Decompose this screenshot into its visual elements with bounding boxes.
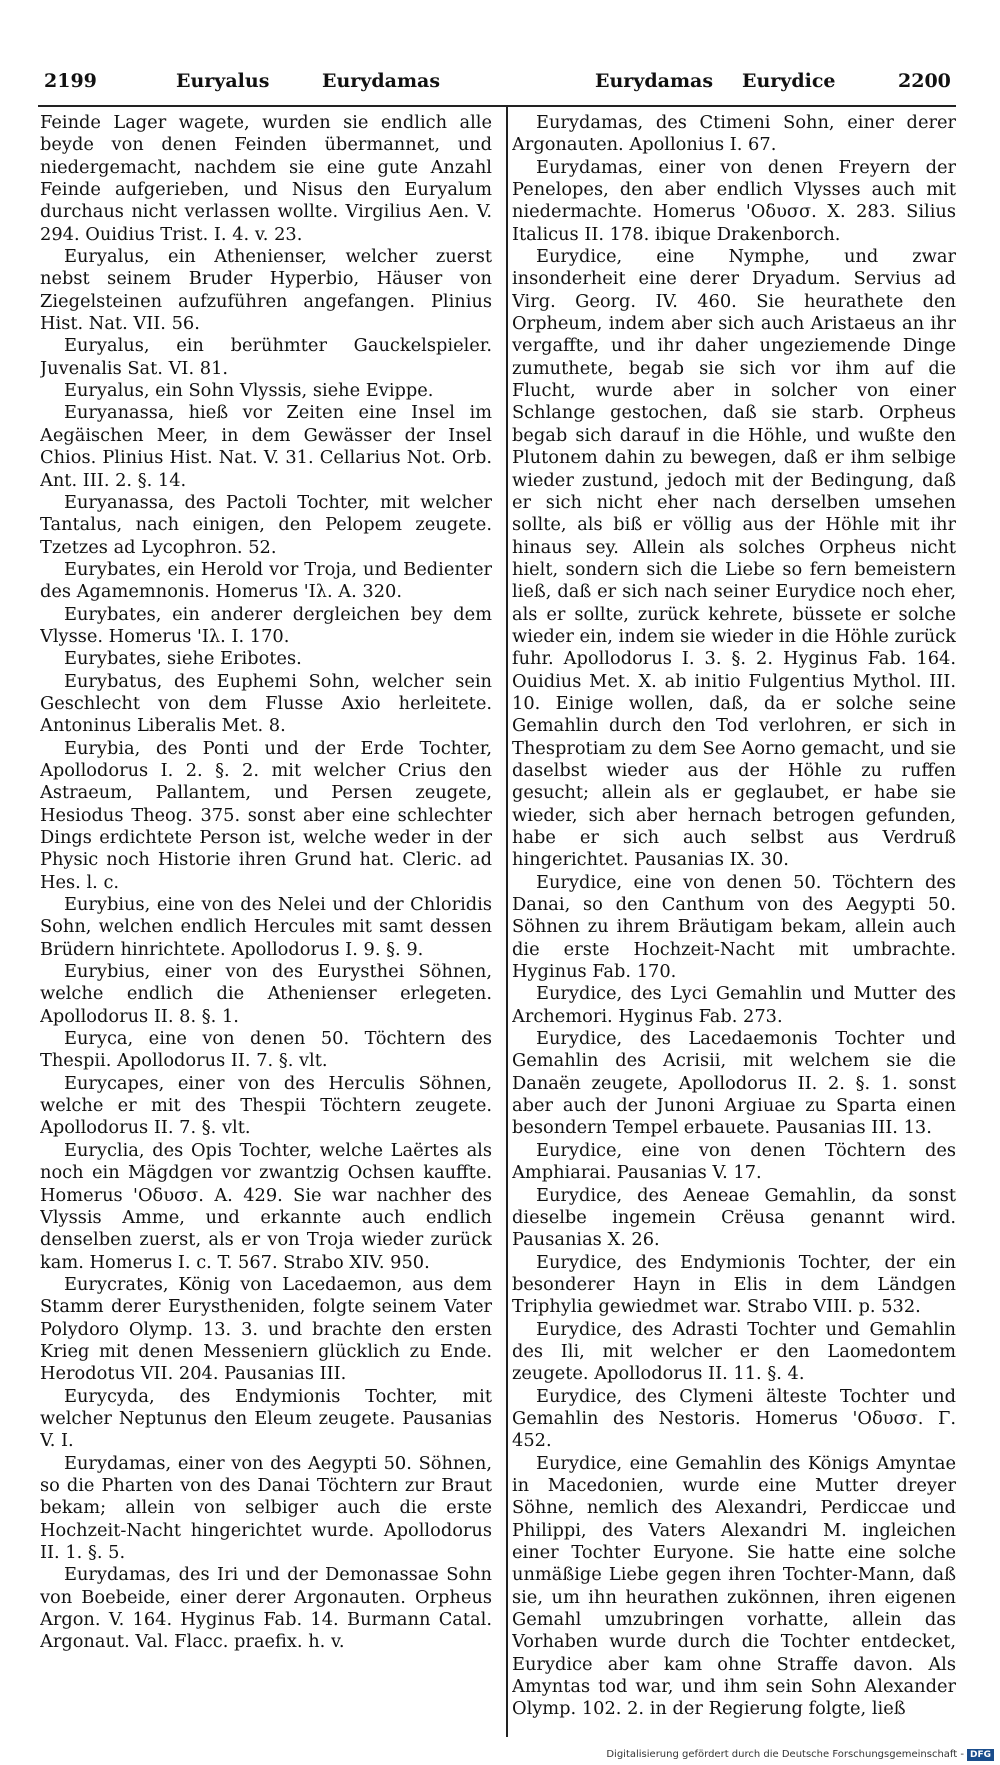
running-head-right-1: Eurydamas <box>595 70 714 92</box>
page-number-right: 2200 <box>898 70 951 92</box>
dictionary-entry: Eurydice, eine von denen 50. Töchtern des Danai, so den Canthum von des Aegypti 50. Söhnen zu ihrem Bräutigam bekam, allein auch die erste Hochzeit-Nacht mit umbrachte. Hyginus Fab. 170. <box>512 871 956 983</box>
running-head-right-2: Eurydice <box>742 70 836 92</box>
digitization-footer <box>606 1749 994 1761</box>
dictionary-entry: Eurydice, des Aeneae Gemahlin, da sonst dieselbe ingemein Crëusa genannt wird. Pausanias X. 26. <box>512 1184 956 1251</box>
dictionary-entry: Eurydice, des Lacedaemonis Tochter und Gemahlin des Acrisii, mit welchem sie die Danaën zeugete, Apollodorus II. 2. §. 1. sonst aber auch der Junoni Argiuae zu Sparta einen besondern Tempel erbauete. Pausanias III. 13. <box>512 1028 956 1139</box>
header-rule <box>38 105 956 107</box>
dictionary-entry: Eurybius, eine von des Nelei und der Chloridis Sohn, welchen endlich Hercules mit samt dessen Brüdern hinrichtete. Apollodorus I. 9. §. 9. <box>40 894 492 960</box>
dictionary-entry: Euryca, eine von denen 50. Töchtern des Thespii. Apollodorus II. 7. §. vlt. <box>40 1028 492 1072</box>
dictionary-entry: Eurybia, des Ponti und der Erde Tochter, Apollodorus I. 2. §. 2. mit welcher Crius den Astraeum, Pallantem, und Persen zeugete, Hesiodus Theog. 375. sonst aber eine schlechter Dings erdichtete Person ist, welche weder in der Physic noch Historie ihren Grund hat. Cleric. ad Hes. l. c. <box>40 737 492 893</box>
dictionary-entry: Euryalus, ein berühmter Gauckelspieler. Juvenalis Sat. VI. 81. <box>40 335 492 379</box>
dictionary-entry: Eurydice, des Lyci Gemahlin und Mutter des Archemori. Hyginus Fab. 273. <box>512 983 956 1027</box>
dictionary-entry: Eurycapes, einer von des Herculis Söhnen, welche er mit des Thespii Töchtern zeugete. Apollodorus II. 7. §. vlt. <box>40 1072 492 1139</box>
dictionary-entry: Euryalus, ein Athenienser, welcher zuerst nebst seinem Bruder Hyperbio, Häuser von Ziegelsteinen aufzuführen angefangen. Plinius Hist. Nat. VII. 56. <box>40 246 492 335</box>
dictionary-entry: Eurycyda, des Endymionis Tochter, mit welcher Neptunus den Eleum zeugete. Pausanias V. I. <box>40 1385 492 1452</box>
dictionary-entry: Euryanassa, des Pactoli Tochter, mit welcher Tantalus, nach einigen, den Pelopem zeugete. Tzetzes ad Lycophron. 52. <box>40 491 492 558</box>
dictionary-entry: Eurybatus, des Euphemi Sohn, welcher sein Geschlecht von dem Flusse Axio herleitete. Antoninus Liberalis Met. 8. <box>40 670 492 737</box>
dictionary-entry: Euryalus, ein Sohn Vlyssis, siehe Evippe. <box>64 380 434 402</box>
dictionary-entry: Eurydice, eine von denen Töchtern des Amphiarai. Pausanias V. 17. <box>512 1139 956 1184</box>
running-head-left-1: Euryalus <box>176 70 270 92</box>
dictionary-entry: Eurydamas, einer von des Aegypti 50. Söhnen, so die Pharten von des Danai Töchtern zur Braut bekam; allein von selbiger auch die erste Hochzeit-Nacht hingerichtet wurde. Apollodorus II. 1. §. 5. <box>40 1452 492 1563</box>
dictionary-entry: Eurydice, eine Nymphe, und zwar insonderheit eine derer Dryadum. Servius ad Virg. Georg. IV. 460. Sie heurathete den Orpheum, indem aber sich auch Aristaeus an ihr vergaffte, und ihr daher ungeziemende Dinge zumuthete, begab sie sich vor ihm auf die Flucht, wurde aber in solcher von einer Schlange gestochen, daß sie starb. Orpheus begab sich darauf in die Höhle, und wußte den Plutonem dahin zu bewegen, daß er ihm selbige wieder zustund, jedoch mit der Bedingung, daß er sich nicht eher nach derselben umsehen sollte, als biß er völlig aus der Höhle mit ihr hinaus sey. Allein als solches Orpheus nicht hielt, sondern sich die Liebe so fern bemeistern ließ, daß er sich nach seiner Eurydice noch eher, als er sollte, zurück kehrete, büssete er solche wieder ein, indem sie wieder in die Höhle zurück fuhr. Apollodorus I. 3. §. 2. Hyginus Fab. 164. Ouidius Met. X. ab initio Fulgentius Mythol. III. 10. Einige wollen, daß, da er solche seine Gemahlin durch den Tod verlohren, er sich in Thesprotiam zu dem See Aorno gemacht, und sie daselbst wieder aus der Höhle zu ruffen gesucht; allein als er geglaubet, er habe sie wieder, sich aber hernach betrogen gefunden, habe er sich auch selbst aus Verdruß hingerichtet. Pausanias IX. 30. <box>512 246 956 871</box>
dictionary-entry: Eurycrates, König von Lacedaemon, aus dem Stamm derer Eurystheniden, folgte seinem Vater Polydoro Olymp. 13. 3. und brachte den ersten Krieg mit denen Messeniern glücklich zu Ende. Herodotus VII. 204. Pausanias III. <box>40 1273 492 1385</box>
page-number-left: 2199 <box>44 70 97 92</box>
right-column <box>512 112 956 1737</box>
dictionary-entry: Eurydice, eine Gemahlin des Königs Amyntae in Macedonien, wurde eine Mutter dreyer Söhne, nemlich des Alexandri, Perdiccae und Philippi, des Vaters Alexandri M. ingleichen einer Tochter Euryone. Sie hatte eine solche unmäßige Liebe gegen ihren Tochter-Mann, daß sie, um ihn heurathen zukönnen, ihren eigenen Gemahl umzubringen vorhatte, allein das Vorhaben wurde durch die Tochter entdecket, Eurydice aber kam ohne Straffe davon. Als Amyntas tod war, und ihm sein Sohn Alexander Olymp. 102. 2. in der Regierung folgte, ließ <box>512 1452 956 1720</box>
dictionary-entry: Eurybates, ein Herold vor Troja, und Bedienter des Agamemnonis. Homerus 'Ιλ. A. 320. <box>40 558 492 603</box>
dictionary-entry: Eurydice, des Clymeni älteste Tochter und Gemahlin des Nestoris. Homerus 'Οδυσσ. Γ. 452. <box>512 1385 956 1452</box>
footer-text: Digitalisierung gefördert durch die Deutsche Forschungsgemeinschaft - <box>606 1749 964 1760</box>
dictionary-entry: Eurydice, des Adrasti Tochter und Gemahlin des Ili, mit welcher er den Laomedontem zeugete. Apollodorus II. 11. §. 4. <box>512 1318 956 1385</box>
dictionary-entry: Euryanassa, hieß vor Zeiten eine Insel im Aegäischen Meer, in dem Gewässer der Insel Chios. Plinius Hist. Nat. V. 31. Cellarius Not. Orb. Ant. III. 2. §. 14. <box>40 402 492 491</box>
left-column <box>40 112 492 1737</box>
dictionary-entry: Eurybius, einer von des Eurysthei Söhnen, welche endlich die Athenienser erlegeten. Apollodorus II. 8. §. 1. <box>40 961 492 1027</box>
running-head-left-2: Eurydamas <box>322 70 441 92</box>
dictionary-entry: Feinde Lager wagete, wurden sie endlich alle beyde von denen Feinden übermannet, und niedergemacht, nachdem sie eine gute Anzahl Feinde aufgerieben, und Nisus den Euryalum durchaus nicht verlassen wollte. Virgilius Aen. V. 294. Ouidius Trist. I. 4. v. 23. <box>40 112 492 245</box>
dictionary-entry: Euryclia, des Opis Tochter, welche Laërtes als noch ein Mägdgen vor zwantzig Ochsen kauffte. Homerus 'Οδυσσ. Α. 429. Sie war nachher des Vlyssis Amme, und erkannte auch endlich denselben zuerst, als er von Troja wieder zurück kam. Homerus I. c. T. 567. Strabo XIV. 950. <box>40 1139 492 1273</box>
column-separator <box>506 107 508 1737</box>
dictionary-entry: Eurydamas, des Ctimeni Sohn, einer derer Argonauten. Apollonius I. 67. <box>512 112 956 156</box>
dictionary-entry: Eurybates, siehe Eribotes. <box>64 648 302 670</box>
dictionary-entry: Eurydice, des Endymionis Tochter, der ein besonderer Hayn in Elis in dem Ländgen Triphylia gewiedmet war. Strabo VIII. p. 532. <box>512 1251 956 1318</box>
dfg-logo: DFG <box>967 1749 994 1761</box>
dictionary-entry: Eurybates, ein anderer dergleichen bey dem Vlysse. Homerus 'Ιλ. I. 170. <box>40 603 492 647</box>
dictionary-entry: Eurydamas, einer von denen Freyern der Penelopes, den aber endlich Vlysses auch mit niedermachte. Homerus 'Οδυσσ. X. 283. Silius Italicus II. 178. ibique Drakenborch. <box>512 156 956 245</box>
dictionary-entry: Eurydamas, des Iri und der Demonassae Sohn von Boebeide, einer derer Argonauten. Orpheus Argon. V. 164. Hyginus Fab. 14. Burmann Catal. Argonaut. Val. Flacc. praefix. h. v. <box>40 1564 492 1653</box>
